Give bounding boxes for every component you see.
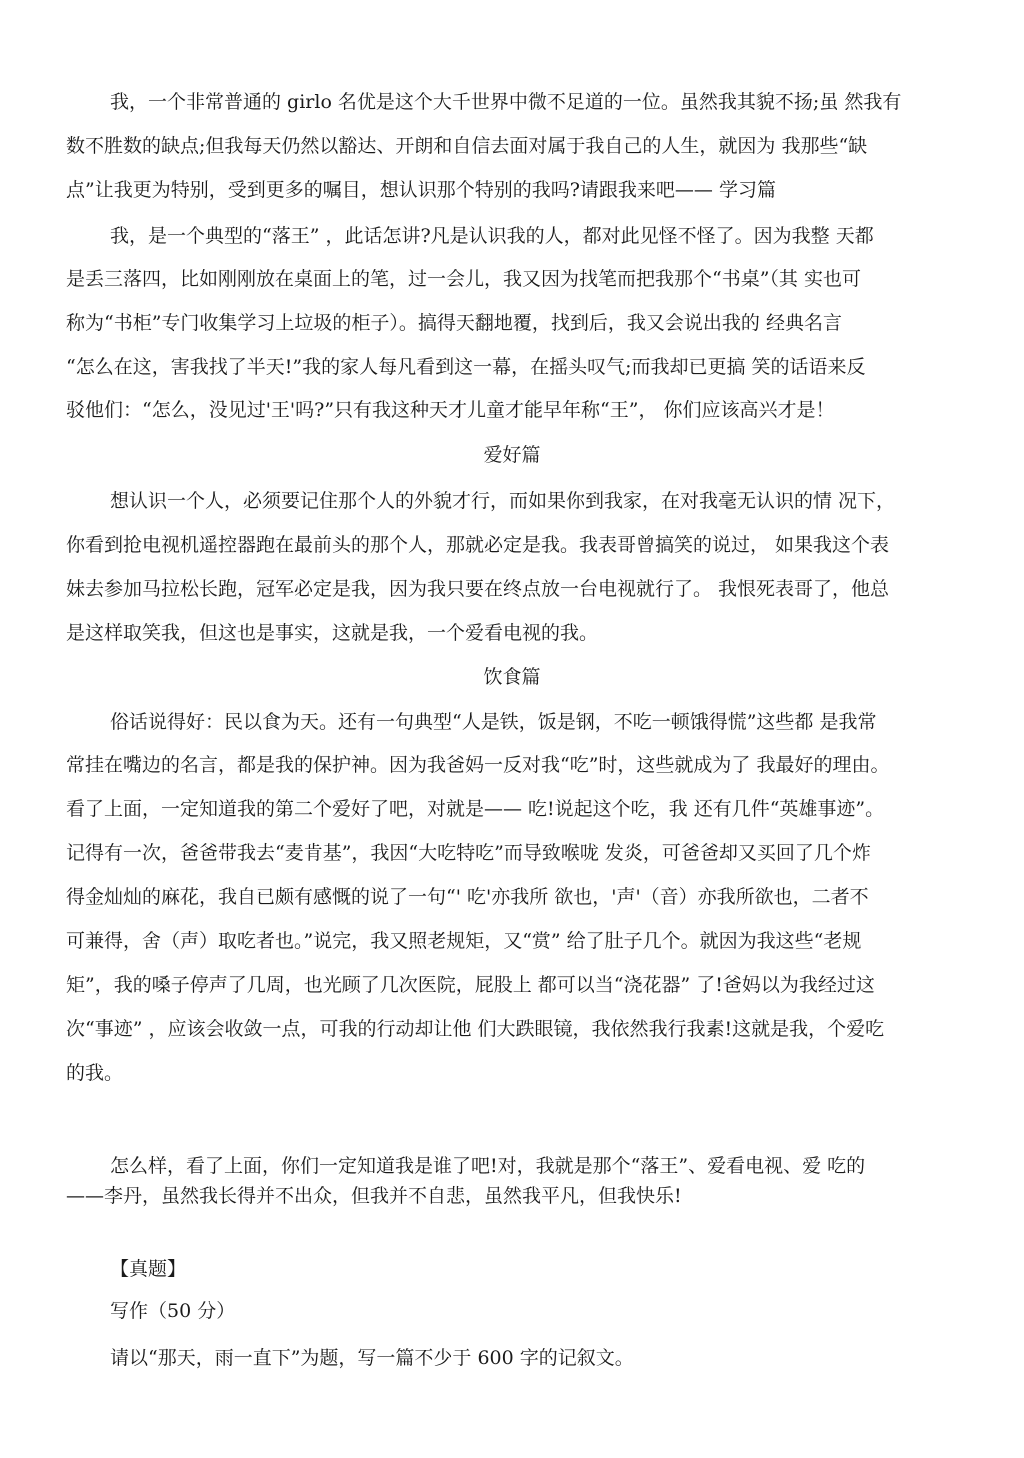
hobby-line-3: 妹去参加马拉松长跑，冠军必定是我，因为我只要在终点放一台电视就行了。 我恨死表哥了，他总 [66,578,890,600]
intro-line-3: 点”让我更为特别，受到更多的嘱目，想认识那个特别的我吗?请跟我来吧—— 学习篇 [66,179,776,201]
exam-section-heading: 写作（50 分） [110,1300,236,1322]
food-line-4: 记得有一次，爸爸带我去“麦肯基”，我因“大吃特吃”而导致喉咙 发炎，可爸爸却又买回了几个炸 [66,842,871,864]
food-line-5: 得金灿灿的麻花，我自已颇有感慨的说了一句“' 吃'亦我所 欲也，'声'（音）亦我所欲也，二者不 [66,886,869,908]
study-line-4: “怎么在这，害我找了半天!”我的家人每凡看到这一幕，在摇头叹气;而我却已更搞 笑的话语来反 [66,356,866,378]
food-line-7: 矩”，我的嗓子停声了几周，也光顾了几次医院，屁股上 都可以当“浇花器” 了!爸妈以为我经过这 [66,974,875,996]
study-line-5: 驳他们：“怎么，没见过'王'吗?”只有我这种天才儿童才能早年称“王”， 你们应该高兴才是！ [66,399,835,421]
intro-line-2: 数不胜数的缺点;但我每天仍然以豁达、开朗和自信去面对属于我自己的人生，就因为 我那些“缺 [66,135,868,157]
conclusion-line-2: ——李丹，虽然我长得并不出众，但我并不自悲，虽然我平凡，但我快乐! [66,1185,682,1207]
hobby-section-title: 爱好篇 [483,444,541,466]
intro-line-1: 我，一个非常普通的 girlo 名优是这个大千世界中微不足道的一位。虽然我其貌不扬;虽 然我有 [110,91,902,113]
study-line-1: 我，是一个典型的“落王” ，此话怎讲?凡是认识我的人，都对此见怪不怪了。因为我整 天都 [110,225,874,247]
hobby-line-1: 想认识一个人，必须要记住那个人的外貌才行，而如果你到我家，在对我毫无认识的情 况下， [110,490,896,512]
exam-prompt: 请以“那天，雨一直下”为题，写一篇不少于 600 字的记叙文。 [110,1347,634,1369]
hobby-line-4: 是这样取笑我，但这也是事实，这就是我，一个爱看电视的我。 [66,622,599,644]
food-line-8: 次“事迹” ，应该会收敛一点，可我的行动却让他 们大跌眼镜，我依然我行我素!这就是我，个爱吃 [66,1018,885,1040]
study-line-2: 是丢三落四，比如刚刚放在桌面上的笔，过一会儿，我又因为找笔而把我那个“书桌”（其 实也可 [66,268,861,290]
food-line-1: 俗话说得好：民以食为天。还有一句典型“人是铁，饭是钢，不吃一顿饿得慌”这些都 是我常 [110,711,877,733]
exam-tag: 【真题】 [110,1258,187,1280]
hobby-line-2: 你看到抢电视机遥控器跑在最前头的那个人，那就必定是我。我表哥曾搞笑的说过， 如果我这个表 [66,534,890,556]
food-section-title: 饮食篇 [483,666,541,688]
conclusion-line-1: 怎么样，看了上面，你们一定知道我是谁了吧!对，我就是那个“落王”、爱看电视、爱 吃的 [110,1155,866,1177]
food-line-3: 看了上面，一定知道我的第二个爱好了吧，对就是—— 吃!说起这个吃，我 还有几件“英雄事迹”。 [66,798,885,820]
food-line-9: 的我。 [66,1062,124,1084]
food-line-2: 常挂在嘴边的名言，都是我的保护神。因为我爸妈一反对我“吃”时，这些就成为了 我最好的理由。 [66,754,890,776]
study-line-3: 称为“书柜”专门收集学习上垃圾的柜子）。搞得天翻地覆，找到后，我又会说出我的 经典名言 [66,312,842,334]
food-line-6: 可兼得，舍（声）取吃者也。”说完，我又照老规矩，又“赏” 给了肚子几个。就因为我这些“老规 [66,930,862,952]
